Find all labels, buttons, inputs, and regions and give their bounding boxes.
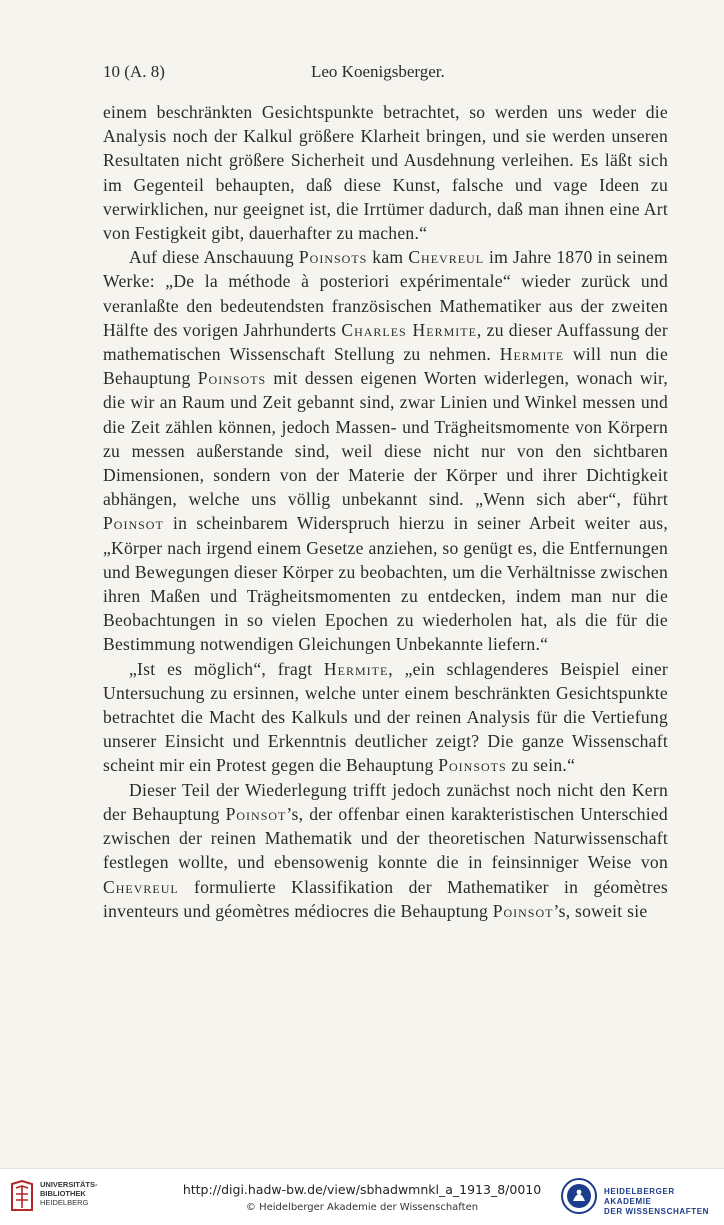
person-name: Poinsots — [298, 247, 368, 268]
text-run: Dieser Teil der Wiederlegung trifft jedoch zunächst noch nicht den Kern der Behauptung — [103, 779, 668, 824]
text-run: mit dessen eigenen Worten widerlegen, wonach wir, die wir an Raum und Zeit gebannt sind, zwar Linien und Winkel messen und die Zeit zählen können, jedoch Massen- und Trägheitsmomente von Körpern zu messen außerstande sind, weil diese nicht nur von den sichtbaren Dimensionen, sondern von der Materie der Körper und ihrer Dichtigkeit abhängen, welche uns völlig unbekannt sind. „Wenn sich aber“, führt — [103, 368, 669, 510]
academy-seal-icon — [560, 1177, 598, 1215]
body-text — [103, 100, 668, 923]
person-name: Poinsot — [103, 513, 164, 534]
person-name: Hermite — [323, 658, 389, 679]
page-number: 10 (A. 8) — [103, 62, 165, 81]
text-run: formulierte Klassifikation der Mathematiker in géomètres inventeurs und géomètres médiocres die Behauptung — [103, 876, 668, 921]
library-logo-line: HEIDELBERG — [40, 1198, 89, 1207]
footer-bar — [0, 1168, 724, 1225]
text-run: , zu dieser Auffassung der mathematischen Wissenschaft Stellung zu nehmen. — [103, 319, 668, 365]
text-run: Auf diese Anschauung — [129, 247, 299, 268]
running-head: Leo Koenigsberger. — [311, 62, 445, 81]
page-header — [103, 62, 668, 86]
text-run: zu sein.“ — [506, 755, 576, 776]
text-run: im Jahre 1870 in seinem Werke: „De la méthode à posteriori expérimentale“ wieder zurück und veranlaßte den bedeutendsten französischen Mathematiker aus der zweiten Hälfte des vorigen Jahrhunderts — [103, 247, 668, 340]
academy-logo-line: HEIDELBERGER AKADEMIE — [604, 1187, 675, 1206]
permalink-url[interactable]: http://digi.hadw-bw.de/view/sbhadwmnkl_a_1913_8/0010 — [182, 1182, 542, 1197]
text-run: einem beschränkten Gesichtspunkte betrachtet, so werden uns weder die Analysis noch der Kalkul größere Klarheit bringen, und sie werden unseren Resultaten nicht größere Sicherheit und Ausdehnung verleihen. Es läßt sich im Gegenteil behaupten, daß diese Kunst, falsche und vage Ideen zu verwirklichen, nur geeignet ist, die Irrtümer dadurch, daß man ihnen eine Art von Festigkeit gibt, dauerhafter zu machen.“ — [103, 102, 668, 244]
person-name: Poinsot — [492, 900, 554, 921]
library-logo-line: BIBLIOTHEK — [40, 1189, 86, 1198]
library-logo-line: UNIVERSITÄTS- — [40, 1180, 98, 1189]
person-name: Poinsot — [225, 803, 287, 824]
text-run: , „ein schlagenderes Beispiel einer Untersuchung zu ersinnen, welche unter einem beschränkten Gesichtspunkte betrachtet die Macht des Kalkuls und der reinen Analysis für die Vertiefung unserer Einsicht und Erkenntnis deutlicher zeigt? Die ganze Wissenschaft scheint mir ein Protest gegen die Behauptung — [103, 658, 668, 776]
academy-logo-line: DER WISSENSCHAFTEN — [604, 1207, 710, 1216]
text-run: ’s, der offenbar einen karakteristischen Unterschied zwischen der reinen Mathematik und der theoretischen Naturwissenschaft festlegen wollte, und ebensowenig konnte die in feinsinniger Weise von — [103, 803, 668, 873]
text-run: ’s, soweit sie — [553, 900, 648, 921]
text-run: kam — [367, 247, 409, 268]
person-name: Chevreul — [408, 247, 485, 268]
text-run: will nun die Behauptung — [103, 344, 669, 389]
copyright-notice: © Heidelberger Akademie der Wissenschaften — [245, 1202, 479, 1213]
person-name: Hermite — [499, 344, 565, 365]
person-name: Chevreul — [103, 876, 179, 897]
person-name: Poinsots — [197, 368, 267, 389]
body-paragraph — [103, 100, 668, 245]
body-paragraph — [103, 657, 668, 778]
text-run: „Ist es möglich“, fragt — [129, 658, 324, 679]
body-paragraph — [103, 778, 668, 923]
academy-logo[interactable] — [560, 1177, 720, 1219]
person-name: Charles Hermite — [341, 319, 477, 340]
person-name: Poinsots — [438, 755, 507, 776]
text-run: in scheinbarem Widerspruch hierzu in seiner Arbeit weiter aus, „Körper nach irgend einem Gesetze anziehen, so genügt es, die Entfernungen und Bewegungen dieser Körper zu beobachten, um die Verhältnisse zwischen ihren Maßen und Trägheitsmomenten zu entdecken, indem man nur die Beobachtungen in so vielen Epochen zu wiederholen hat, als die für die Bestimmung notwendigen Gleichungen Unbekannte liefern.“ — [103, 513, 668, 655]
body-paragraph — [103, 245, 668, 656]
